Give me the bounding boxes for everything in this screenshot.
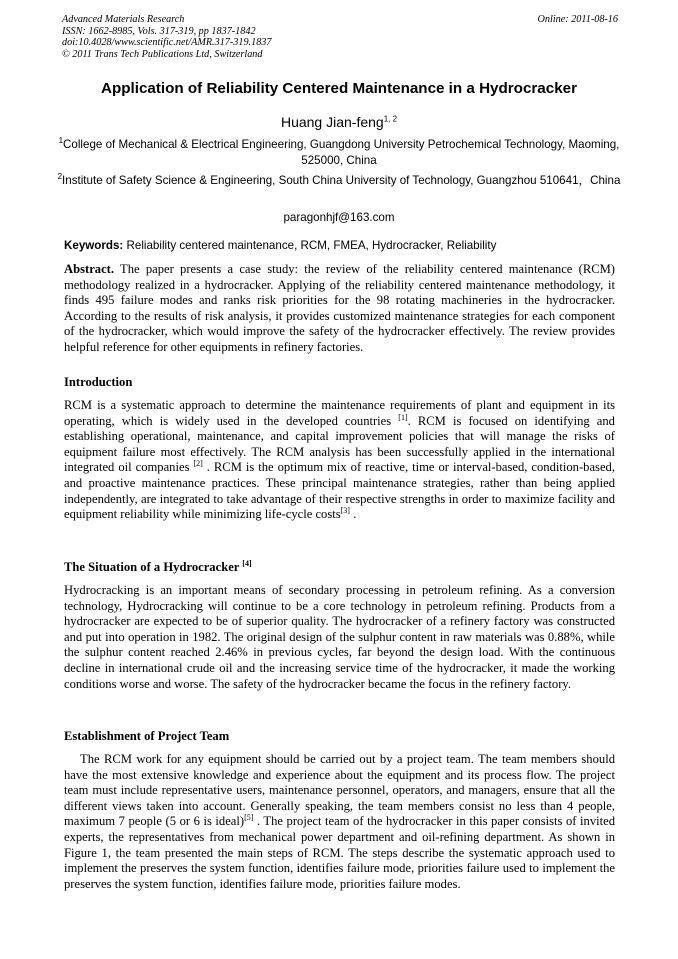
affiliation-2-sup: 2: [57, 172, 63, 182]
author-line: [40, 114, 638, 130]
doi-line: doi:10.4028/www.scientific.net/AMR.317-319.1837: [62, 37, 272, 49]
intro-ref-1: [1]: [398, 412, 408, 422]
abstract-label: Abstract.: [64, 262, 115, 276]
introduction-paragraph: [64, 398, 615, 523]
team-ref: [5]: [244, 813, 254, 823]
journal-header: [62, 14, 618, 60]
team-heading: Establishment of Project Team: [64, 729, 230, 743]
intro-text-3: . RCM is the optimum mix of reactive, time or interval-based, condition-based, and proactive maintenance practices. These principal maintenance strategies, rather than being applied independently, are integrated to take advantage of their respective strengths in order to maximize facility and equipment reliability while minimizing life-cycle costs: [64, 460, 615, 522]
intro-text-2: . RCM is focused on identifying and establishing operational, maintenance, and capital improvement policies that will manage the risks of equipment failure most effectively. The RCM analysis has been successfully applied in the international integrated oil companies: [64, 413, 615, 475]
intro-text-4: .: [349, 507, 357, 522]
author-sup: 1, 2: [383, 114, 398, 124]
intro-text-1: RCM is a systematic approach to determine the maintenance requirements of plant and equipment in its operating, which is widely used in the developed countries: [64, 398, 615, 428]
introduction-heading: Introduction: [64, 375, 133, 389]
keywords: [64, 239, 624, 252]
paper-title: Application of Reliability Centered Maintenance in a Hydrocracker: [101, 80, 577, 97]
author-email: paragonhjf@163.com: [283, 211, 395, 224]
situation-heading: [64, 560, 252, 575]
author-name: Huang Jian-feng: [280, 114, 384, 130]
keywords-text: Reliability centered maintenance, RCM, FMEA, Hydrocracker, Reliability: [126, 239, 497, 252]
situation-heading-text: The Situation of a Hydrocracker: [64, 560, 243, 574]
abstract-text: The paper presents a case study: the review of the reliability centered maintenance (RCM) methodology realized in a hydrocracker. Applying of the reliability centered maintenance methodology, it finds 495 failure modes and ranks risk priorities for the 98 rotating machineries in the hydrocracker. According to the results of risk analysis, it provides customized maintenance strategies for each component of the hydrocracker, which would improve the safety of the hydrocracker effectively. The review provides helpful reference for other equipments in refinery factories.: [64, 262, 616, 354]
team-text-2: . The project team of the hydrocracker in this paper consists of invited experts, the representatives from mechanical power department and oil-refining department. As shown in Figure 1, the team presented the main steps of RCM. The steps describe the systematic approach used to implement the preserves the system function, identifies failure mode, priorities failure used to implement the preserves the system function, identifies failure mode, priorities failure modes.: [64, 814, 615, 891]
issn-line: ISSN: 1662-8985, Vols. 317-319, pp 1837-1842: [62, 25, 256, 37]
intro-ref-3: [3]: [340, 505, 350, 515]
affiliation-1-text: College of Mechanical & Electrical Engineering, Guangdong University Petrochemical Technology, Maoming, 525000, China: [63, 138, 620, 167]
affiliation-1-sup: 1: [58, 136, 64, 146]
situation-paragraph: Hydrocracking is an important means of secondary processing in petroleum refining. As a conversion technology, Hydrocracking will continue to be a core technology in petroleum refining. Products from a hydrocracker are expected to be of superior quality. The hydrocracker of a refinery factory was constructed and put into operation in 1982. The original design of the sulphur content in raw materials was 0.88%, while the sulphur content reached 2.46% in previous cycles, far beyond the design load. With the continuous decline in international crude oil and the increasing service time of the hydrocracker, it made the working conditions worse and worse. The safety of the hydrocracker became the focus in the refinery factory.: [64, 583, 615, 691]
journal-name: Advanced Materials Research: [62, 14, 185, 25]
team-paragraph: [64, 752, 615, 892]
affiliation-1: [40, 137, 638, 169]
copyright-line: © 2011 Trans Tech Publications Ltd, Switzerland: [62, 48, 263, 60]
online-date: Online: 2011-08-16: [537, 14, 618, 25]
intro-ref-2: [2]: [193, 459, 203, 469]
affiliation-2-text: Institute of Safety Science & Engineering, South China University of Technology, Guangzhou 510641，China: [62, 174, 621, 187]
keywords-label: Keywords:: [64, 239, 124, 252]
situation-ref: [4]: [242, 558, 252, 568]
team-text-1: The RCM work for any equipment should be carried out by a project team. The team members should have the most extensive knowledge and experience about the equipment and its process flow. The project team must include representative users, maintenance personnel, operators, and managers, ensure that all the different views taken into account. Generally speaking, the team members consist no less than 4 people, maximum 7 people (5 or 6 is ideal): [64, 752, 615, 829]
abstract: [64, 262, 615, 356]
affiliation-2: [40, 173, 638, 189]
